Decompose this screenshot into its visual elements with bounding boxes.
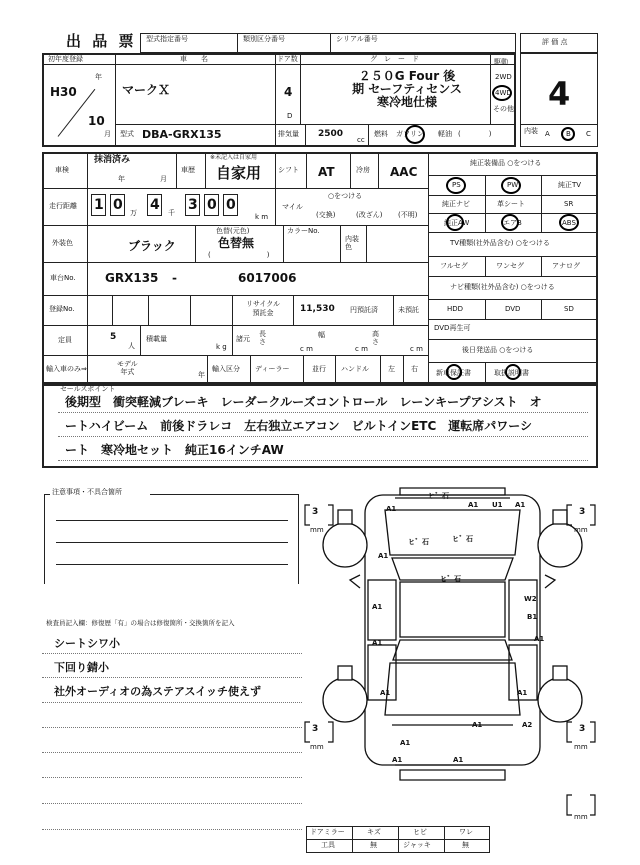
serial-number-label: シリアル番号 xyxy=(336,35,378,43)
import-dealer: ディーラー xyxy=(255,365,290,373)
legend-v1: 工具 xyxy=(321,841,335,849)
import-label: 輸入車のみ⇒ xyxy=(46,365,87,373)
orig-color-paren: ( ) xyxy=(208,251,270,259)
equip-pw-circle xyxy=(501,177,521,194)
history-note: ※未記入は自家用 xyxy=(210,154,258,161)
recycle-unit: 円預託済 xyxy=(350,306,378,314)
note-line-1: シートシワ小 xyxy=(54,637,120,650)
orig-color-label: 色替(元色) xyxy=(216,227,250,235)
capacity: 5 xyxy=(110,332,117,342)
history-value: 自家用 xyxy=(216,164,262,182)
damage-mark: B1 xyxy=(527,613,538,621)
damage-mark: A1 xyxy=(378,552,389,560)
car-name-label: 車 名 xyxy=(180,55,208,63)
mileage-digit-2: 0 xyxy=(113,197,123,213)
sales-line-3: ート 寒冷地セット 純正16インチAW xyxy=(65,443,284,457)
damage-mark: A2 xyxy=(522,721,533,729)
note-line-2: 下回り錆小 xyxy=(54,661,109,674)
reg-no-label: 登録No. xyxy=(49,305,75,313)
equip-sr: SR xyxy=(564,200,574,208)
chassis-prefix: GRX135 xyxy=(105,271,159,285)
length-label: 長 さ xyxy=(259,330,266,346)
fuel-gasoline: ガソリン xyxy=(396,130,424,138)
tread-fl: 3 xyxy=(312,507,319,517)
first-registration-label: 初年度登録 xyxy=(48,55,83,63)
drive-other: その他 xyxy=(493,105,514,113)
notes-label: 注意事項・不具合箇所 xyxy=(52,488,122,496)
diesel-label: 軽油 xyxy=(438,130,452,138)
history-label: 車歴 xyxy=(181,166,195,174)
inspector-label: 検査員記入欄：修復歴「有」の場合は修復箇所・交換箇所を記入 xyxy=(46,619,235,627)
grade-title: グ レ ー ド xyxy=(370,55,419,63)
mileage-circle-note: ○をつける xyxy=(328,192,363,200)
door-suffix: D xyxy=(287,112,293,120)
mileage-digit-3: 4 xyxy=(150,197,160,213)
shaken-year-unit: 年 xyxy=(118,175,125,183)
fuel-other-paren: ( ) xyxy=(458,130,492,138)
exterior-color-label: 外装色 xyxy=(52,239,73,247)
equip-leather: 革シート xyxy=(497,200,525,208)
displacement: 2500 xyxy=(318,129,344,139)
chassis-label: 車台No. xyxy=(50,274,76,282)
import-parallel: 並行 xyxy=(312,365,326,373)
tread-rr-mm: mm xyxy=(574,743,588,751)
later-manual-circle xyxy=(505,364,521,380)
damage-mark: A1 xyxy=(380,689,391,697)
length-cm: c m xyxy=(300,345,313,353)
equip-airbag-circle xyxy=(501,214,519,231)
later-manual: 取扱説明書 xyxy=(494,369,529,377)
grade-label: 評 価 点 xyxy=(542,38,568,46)
equip-aw-circle xyxy=(446,214,464,231)
mileage-swap: (交換) xyxy=(316,211,336,219)
spare-mm: mm xyxy=(574,813,588,821)
grade-text: ２５０G Four 後 期 セーフティセンス 寒冷地仕様 xyxy=(352,69,462,109)
mileage-digit-4: 3 xyxy=(188,197,198,213)
tv-title: TV種類(社外品含む) ○をつける xyxy=(450,239,550,247)
sales-point-label: セールスポイント xyxy=(60,385,116,393)
shaken-label: 車検 xyxy=(55,166,69,174)
equip-airbag: エアB xyxy=(503,219,522,227)
equip-navi: 純正ナビ xyxy=(442,200,470,208)
tread-fl-mm: mm xyxy=(310,526,324,534)
height-cm: c m xyxy=(410,345,423,353)
tv-fullseg: フルセグ xyxy=(440,262,468,270)
interior-a: A xyxy=(545,130,550,138)
damage-mark: ヒ゛石 xyxy=(452,535,473,543)
man-unit: 万 xyxy=(130,209,137,217)
registration-year: H30 xyxy=(50,85,77,99)
tread-rr: 3 xyxy=(579,724,586,734)
drive-4wd-circle xyxy=(492,85,512,101)
damage-mark: ヒ゛石 xyxy=(428,492,449,500)
tread-rl-mm: mm xyxy=(310,743,324,751)
equip-ps: PS xyxy=(452,181,461,189)
import-class-label: 輸入区分 xyxy=(212,365,240,373)
model-label: 型式 xyxy=(120,130,134,138)
class-number-label: 類別区分番号 xyxy=(243,35,285,43)
mileage-digit-6: 0 xyxy=(226,197,236,213)
mileage-unknown: (不明) xyxy=(398,211,418,219)
model-code: DBA-GRX135 xyxy=(142,128,222,141)
cooler-label: 冷房 xyxy=(356,166,370,174)
damage-mark: A1 xyxy=(534,635,545,643)
recycle-not-deposited: 未預託 xyxy=(398,306,419,314)
doors-label: ドア数 xyxy=(277,55,298,63)
damage-mark: ヒ゛石 xyxy=(408,538,429,546)
damage-mark: U1 xyxy=(492,501,503,509)
interior-color-label: 内装 色 xyxy=(345,235,359,251)
equip-ps-circle xyxy=(446,177,466,194)
load-label: 積載量 xyxy=(146,335,167,343)
legend-h3: ヒビ xyxy=(413,828,427,836)
interior-c: C xyxy=(586,130,591,138)
month-unit: 月 xyxy=(104,130,111,138)
model-year-label: モデル 年式 xyxy=(117,360,138,376)
handle-left: 左 xyxy=(388,365,395,373)
interior-label: 内装 xyxy=(524,127,538,135)
tread-fr: 3 xyxy=(579,507,586,517)
capacity-unit: 人 xyxy=(128,342,135,350)
recycle-label: リサイクル 預託金 xyxy=(246,300,281,317)
damage-mark: A1 xyxy=(517,689,528,697)
color-no-label: カラーNo. xyxy=(287,227,320,235)
car-damage-diagram xyxy=(300,480,610,840)
damage-mark: A1 xyxy=(515,501,526,509)
later-warranty-circle xyxy=(446,364,462,380)
later-title: 後日発送品 ○をつける xyxy=(462,346,534,354)
km-unit: k m xyxy=(255,213,269,221)
tv-oneseg: ワンセグ xyxy=(496,262,524,270)
chassis-dash: - xyxy=(172,271,177,285)
tread-fr-mm: mm xyxy=(574,526,588,534)
legend-h1: ドアミラー xyxy=(310,828,345,836)
cooler-value: AAC xyxy=(390,165,418,179)
legend-v4: 無 xyxy=(462,841,469,849)
handle-label: ハンドル xyxy=(341,365,369,373)
height-label: 高 さ xyxy=(372,330,379,346)
shaken-status: 抹消済み xyxy=(94,155,131,165)
width-label: 幅 xyxy=(318,331,325,339)
capacity-label: 定員 xyxy=(58,336,72,344)
damage-mark: A1 xyxy=(468,501,479,509)
equip-tv: 純正TV xyxy=(558,181,582,189)
navi-title: ナビ種類(社外品含む) ○をつける xyxy=(450,283,555,291)
type-number-label: 型式指定番号 xyxy=(146,35,188,43)
mileage-digit-1: 1 xyxy=(94,197,104,213)
tread-rl: 3 xyxy=(312,724,319,734)
shift-value: AT xyxy=(318,165,335,179)
shift-label: シフト xyxy=(278,166,299,174)
sen-unit: 千 xyxy=(168,209,175,217)
damage-mark: A1 xyxy=(372,639,383,647)
handle-right: 右 xyxy=(411,365,418,373)
drive-label: 駆動 xyxy=(494,58,508,66)
interior-b: B xyxy=(566,130,571,138)
model-year-unit: 年 xyxy=(198,371,205,379)
later-warranty: 新車保証書 xyxy=(436,369,471,377)
equip-abs: ABS xyxy=(562,219,576,227)
exterior-color: ブラック xyxy=(128,239,176,253)
door-count: 4 xyxy=(284,85,293,99)
registration-month: 10 xyxy=(88,114,105,128)
width-cm: c m xyxy=(355,345,368,353)
navi-sd: SD xyxy=(564,305,574,313)
year-unit: 年 xyxy=(95,73,102,81)
drive-2wd: 2WD xyxy=(495,73,512,81)
document-title: 出 品 票 xyxy=(66,32,137,50)
damage-mark: A1 xyxy=(453,756,464,764)
fuel-circle xyxy=(405,125,425,144)
equip-pw: PW xyxy=(507,181,519,189)
mileage-digit-5: 0 xyxy=(207,197,217,213)
dvd-play: DVD再生可 xyxy=(434,324,471,332)
sales-line-2: ートハイビーム 前後ドラレコ 左右独立エアコン ビルトインETC 運転席パワーシ xyxy=(65,419,533,433)
damage-mark: A1 xyxy=(472,721,483,729)
equip-aw: 純正AW xyxy=(444,219,470,227)
navi-dvd: DVD xyxy=(505,305,521,313)
note-line-3: 社外オーディオの為ステアスイッチ使えず xyxy=(54,685,262,698)
damage-mark: A1 xyxy=(372,603,383,611)
mile-label: マイル xyxy=(282,203,303,211)
grade-score: 4 xyxy=(548,75,571,113)
legend-v2: 無 xyxy=(370,841,377,849)
displacement-unit: cc xyxy=(357,136,365,144)
damage-mark: W2 xyxy=(524,595,537,603)
recycle-amount: 11,530 xyxy=(300,304,335,314)
legend-h4: ワレ xyxy=(459,828,473,836)
drive-4wd: 4WD xyxy=(495,89,512,97)
legend-h2: キズ xyxy=(367,828,381,836)
equipment-title: 純正装備品 ○をつける xyxy=(470,159,542,167)
car-name: マークＸ xyxy=(122,83,171,97)
damage-mark: A1 xyxy=(386,505,397,513)
load-kg: k g xyxy=(216,343,227,351)
damage-mark: A1 xyxy=(400,739,411,747)
damage-mark: ヒ゛石 xyxy=(440,575,461,583)
dims-label: 諸元 xyxy=(236,335,250,343)
damage-mark: A1 xyxy=(392,756,403,764)
shaken-month-unit: 月 xyxy=(160,175,167,183)
mileage-modified: (改ざん) xyxy=(356,211,383,219)
legend-v3: ジャッキ xyxy=(403,841,431,849)
interior-b-circle xyxy=(561,127,575,141)
tv-analog: アナログ xyxy=(552,262,580,270)
orig-color: 色替無 xyxy=(218,236,255,250)
equip-abs-circle xyxy=(559,214,579,231)
chassis-number: 6017006 xyxy=(238,271,297,285)
fuel-label: 燃料 xyxy=(374,130,388,138)
sales-line-1: 後期型 衝突軽減ブレーキ レーダークルーズコントロール レーンキープアシスト オ xyxy=(65,395,542,409)
header-id-box xyxy=(140,33,516,53)
displacement-label: 排気量 xyxy=(278,130,299,138)
mileage-label: 走行距離 xyxy=(49,202,77,210)
navi-hdd: HDD xyxy=(447,305,464,313)
